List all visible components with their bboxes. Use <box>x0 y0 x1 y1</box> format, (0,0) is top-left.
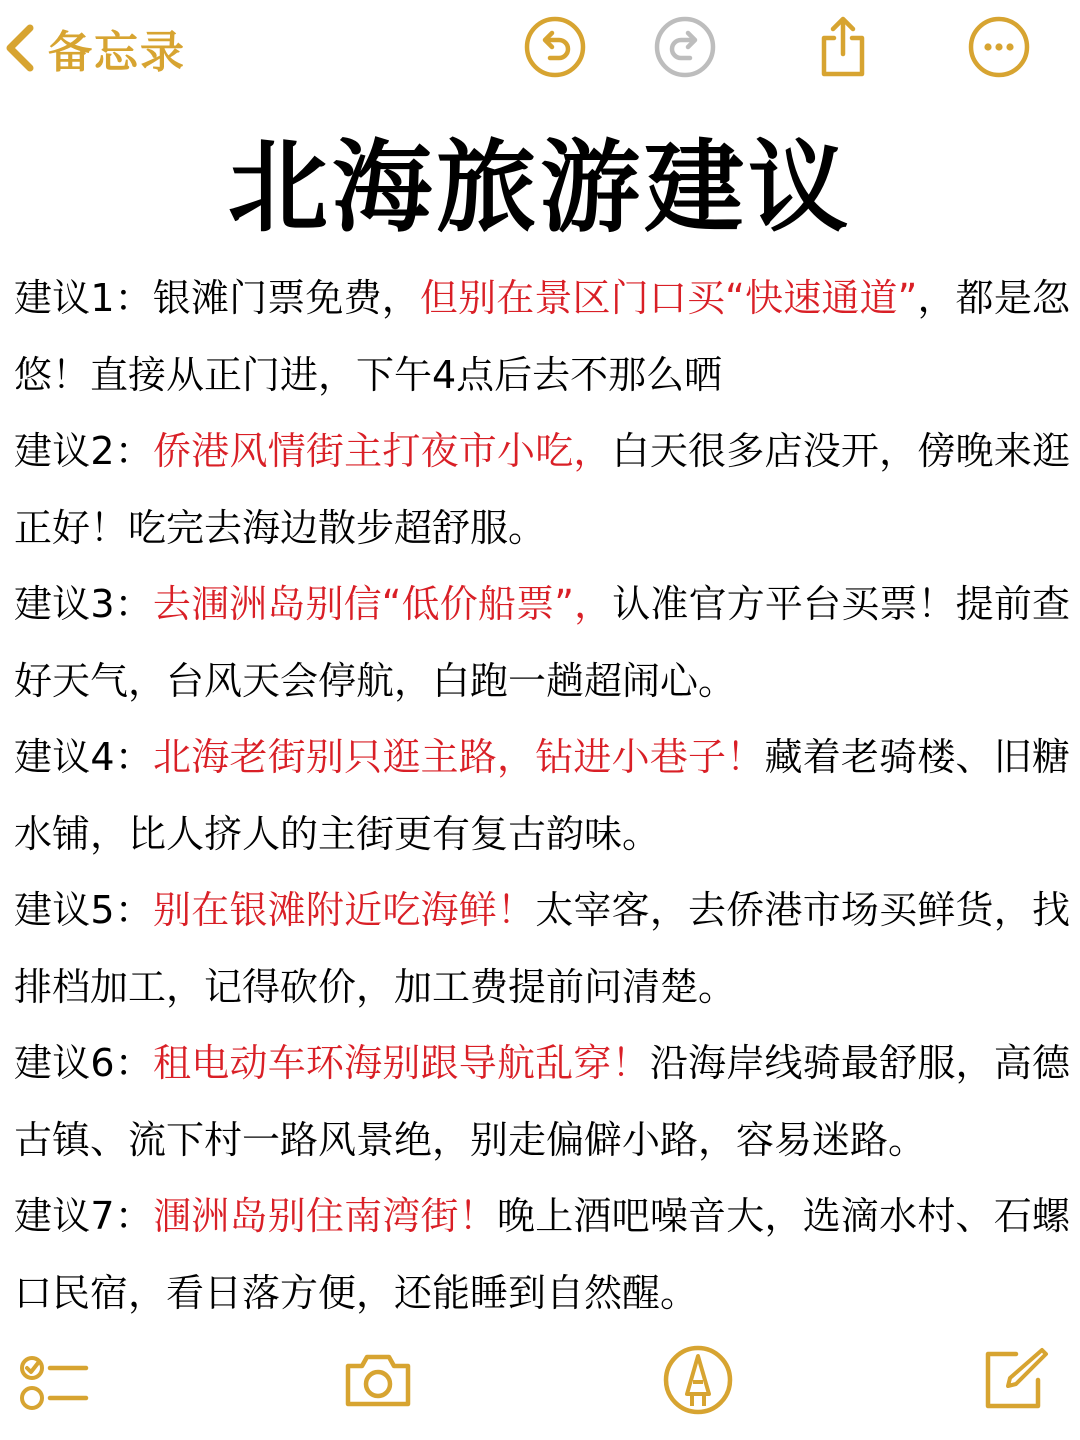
checklist-icon <box>14 1342 90 1418</box>
tip-paragraph-5 <box>14 872 1070 1025</box>
markup-button[interactable] <box>660 1342 736 1418</box>
tip-prefix: 建议1：银滩门票免费， <box>14 276 420 320</box>
chevron-left-icon <box>0 18 40 78</box>
bottom-toolbar <box>0 1330 1080 1430</box>
tip-paragraph-7 <box>14 1178 1070 1331</box>
tip-highlight: 租电动车环海别跟导航乱穿！ <box>153 1041 650 1085</box>
tip-highlight: 北海老街别只逛主路，钻进小巷子！ <box>153 735 765 779</box>
tip-paragraph-2 <box>14 413 1070 566</box>
tip-highlight: 涠洲岛别住南湾街！ <box>153 1194 497 1238</box>
markup-pen-icon <box>660 1342 736 1418</box>
tip-paragraph-4 <box>14 719 1070 872</box>
undo-icon <box>522 14 588 80</box>
share-icon <box>810 14 876 80</box>
camera-icon <box>340 1342 416 1418</box>
share-button[interactable] <box>810 14 876 80</box>
top-toolbar <box>0 0 1080 100</box>
tip-text: 晚上酒吧噪音大，选滴水村、石螺口民宿，看日落方便，还能睡到自然醒。 <box>14 1194 1070 1315</box>
tip-text: 太宰客，去侨港市场买鲜货，找排档加工，记得砍价，加工费提前问清楚。 <box>14 888 1070 1009</box>
checklist-button[interactable] <box>14 1342 90 1418</box>
tip-prefix: 建议5： <box>14 888 154 932</box>
more-button[interactable] <box>966 14 1032 80</box>
tip-prefix: 建议3： <box>14 582 153 626</box>
tip-prefix: 建议4： <box>14 735 154 779</box>
more-icon <box>966 14 1032 80</box>
tip-paragraph-3 <box>14 566 1070 719</box>
redo-icon <box>652 14 718 80</box>
tip-text: ，都是忽悠！直接从正门进，下午4点后去不那么晒 <box>14 276 1070 397</box>
back-label: 备忘录 <box>48 27 186 78</box>
tip-text: 沿海岸线骑最舒服，高德古镇、流下村一路风景绝，别走偏僻小路，容易迷路。 <box>14 1041 1070 1162</box>
tip-paragraph-1 <box>14 260 1070 413</box>
compose-button[interactable] <box>976 1342 1052 1418</box>
camera-button[interactable] <box>340 1342 416 1418</box>
tip-prefix: 建议7： <box>14 1194 154 1238</box>
undo-button[interactable] <box>522 14 588 80</box>
tip-text: 藏着老骑楼、旧糖水铺，比人挤人的主街更有复古韵味。 <box>14 735 1070 856</box>
tip-highlight: 别在银滩附近吃海鲜！ <box>153 888 536 932</box>
tip-text: 认准官方平台买票！提前查好天气，台风天会停航，白跑一趟超闹心。 <box>14 582 1070 703</box>
tip-prefix: 建议2： <box>14 429 154 473</box>
tip-highlight: 但别在景区门口买“快速通道” <box>419 276 918 320</box>
note-body[interactable] <box>14 260 1070 1331</box>
note-title: 北海旅游建议 <box>228 129 852 246</box>
back-button[interactable] <box>0 8 186 88</box>
redo-button[interactable] <box>652 14 718 80</box>
tip-prefix: 建议6： <box>14 1041 154 1085</box>
tip-paragraph-6 <box>14 1025 1070 1178</box>
tip-text: 白天很多店没开，傍晚来逛正好！吃完去海边散步超舒服。 <box>14 429 1070 550</box>
compose-icon <box>976 1342 1052 1418</box>
tip-highlight: 去涠洲岛别信“低价船票”， <box>152 582 613 626</box>
tip-highlight: 侨港风情街主打夜市小吃， <box>153 429 612 473</box>
